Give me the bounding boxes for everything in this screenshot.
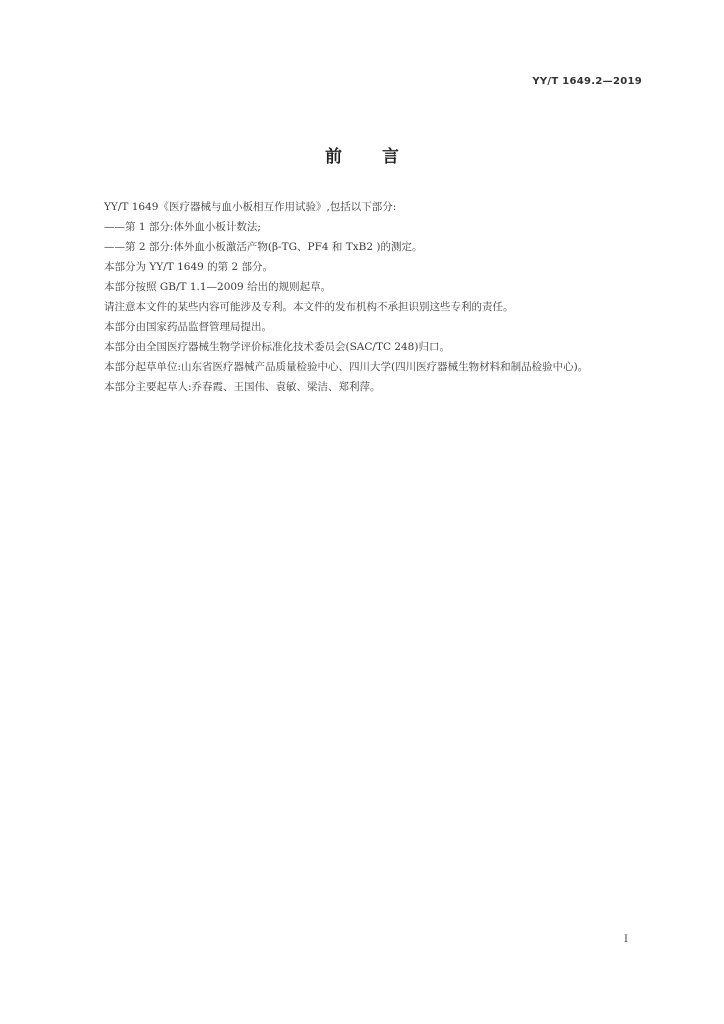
paragraph-patent-notice: 请注意本文件的某些内容可能涉及专利。本文件的发布机构不承担识别这些专利的责任。	[104, 301, 514, 313]
paragraph-part-1: ——第 1 部分:体外血小板计数法;	[104, 221, 261, 233]
paragraph-drafting-units: 本部分起草单位:山东省医疗器械产品质量检验中心、四川大学(四川医疗器械生物材料和制品检验中心)。	[104, 361, 589, 373]
paragraph-proposed-by: 本部分由国家药品监督管理局提出。	[104, 321, 272, 333]
foreword-body	[82, 197, 642, 397]
paragraph-drafting-rules: 本部分按照 GB/T 1.1—2009 给出的规则起草。	[104, 281, 332, 293]
page-title: 前言	[325, 147, 439, 167]
paragraph-centralized-by: 本部分由全国医疗器械生物学评价标准化技术委员会(SAC/TC 248)归口。	[104, 341, 450, 353]
paragraph-this-part: 本部分为 YY/T 1649 的第 2 部分。	[104, 261, 273, 273]
paragraph-drafters: 本部分主要起草人:乔春霞、王国伟、袁敏、梁洁、郑利萍。	[104, 381, 381, 393]
page-number: I	[624, 934, 628, 945]
paragraph-series-intro: YY/T 1649《医疗器械与血小板相互作用试验》,包括以下部分:	[104, 201, 397, 213]
standard-code: YY/T 1649.2—2019	[532, 76, 642, 87]
paragraph-part-2: ——第 2 部分:体外血小板激活产物(β-TG、PF4 和 TxB2 )的测定。	[104, 241, 423, 253]
